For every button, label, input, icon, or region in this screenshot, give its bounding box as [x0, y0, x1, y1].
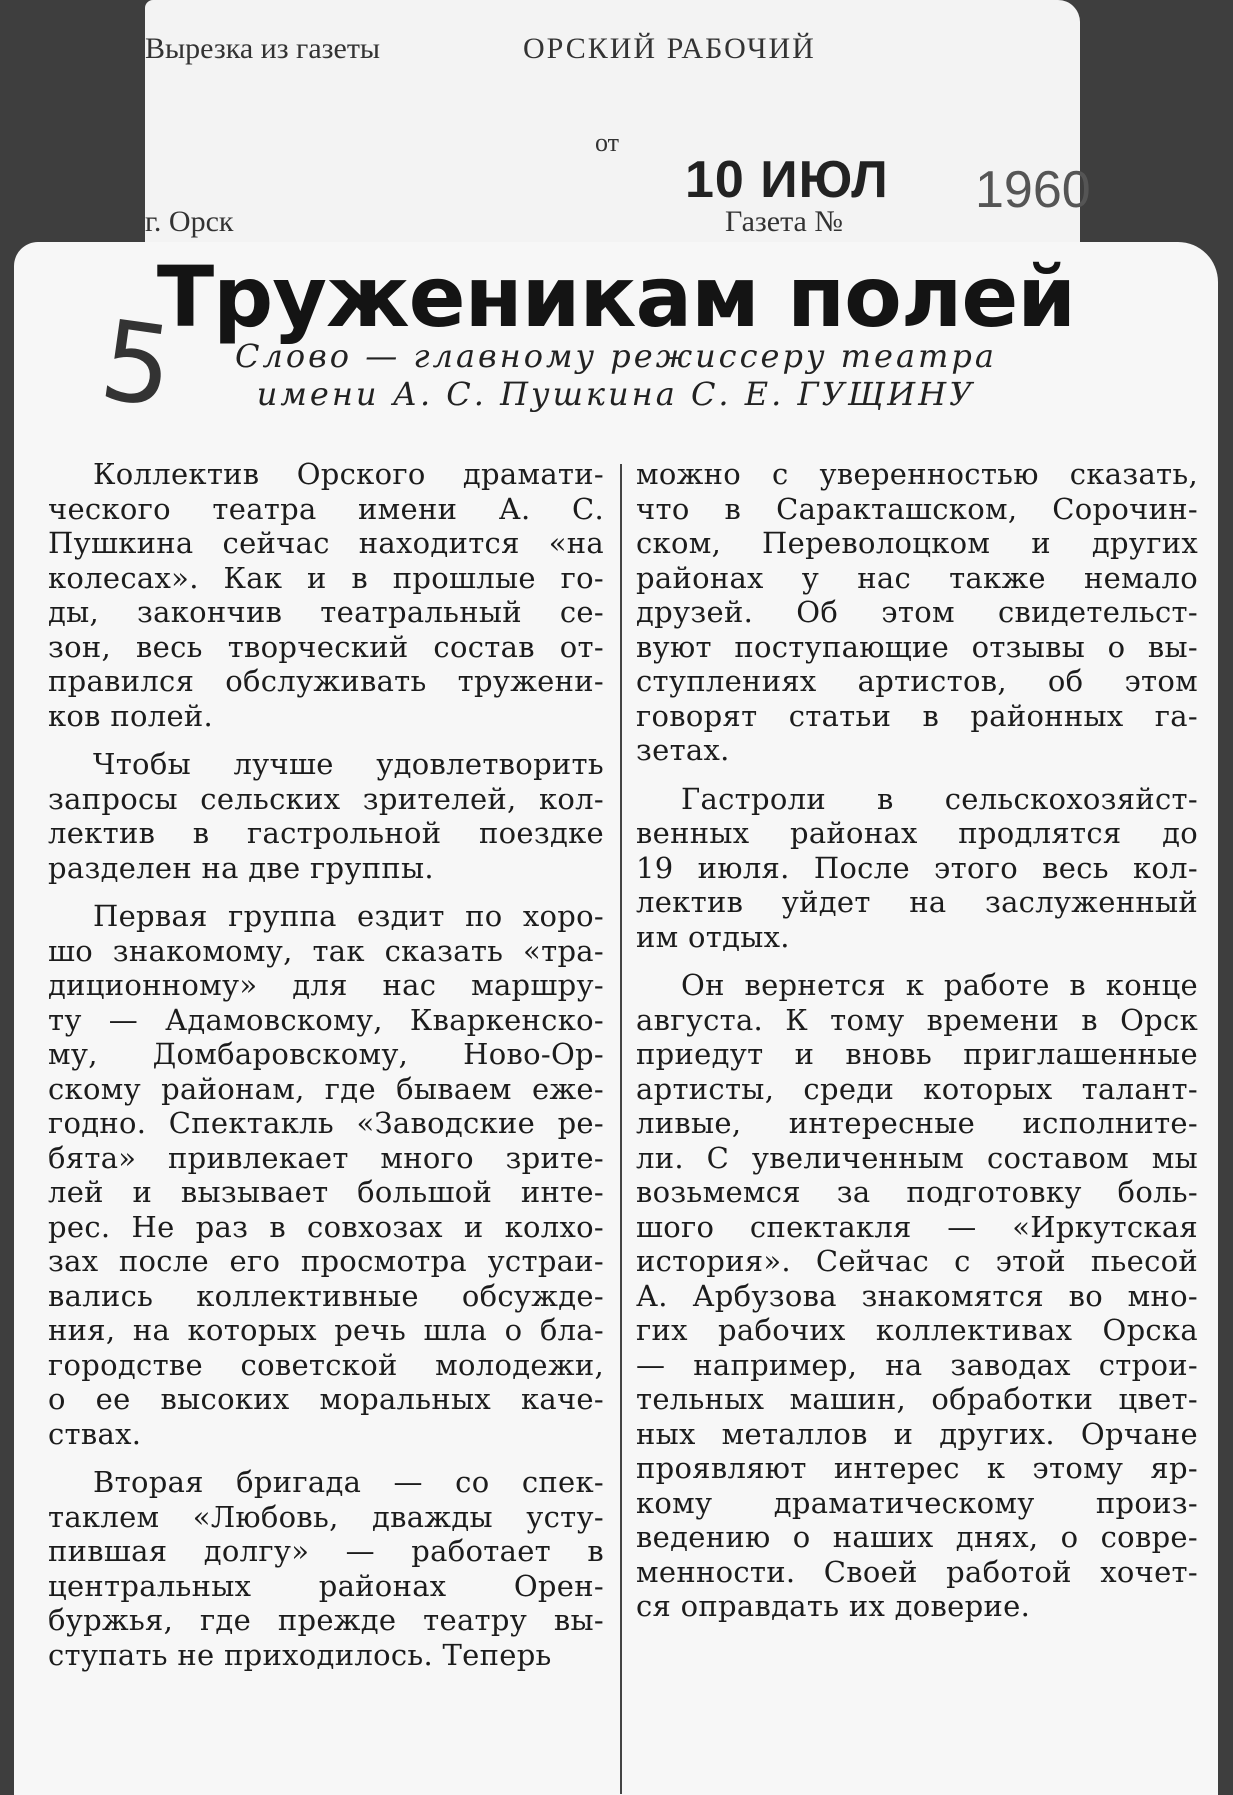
article-right-column	[636, 457, 1198, 1624]
article-line: Вторая бригада — со спек-	[93, 1465, 604, 1499]
article-line: запросы сельских зрителей, кол-	[48, 781, 604, 816]
article-line: ступлениях артистов, об этом	[636, 664, 1198, 698]
article-line: вуют поступающие отзывы о вы-	[636, 629, 1198, 664]
article-line: возьмемся за подготовку боль-	[636, 1175, 1198, 1209]
article-line: бята» привлекает много зрите-	[48, 1140, 604, 1175]
newspaper-name: ОРСКИЙ РАБОЧИЙ	[523, 32, 816, 65]
article-line: городстве советской молодежи,	[48, 1347, 604, 1382]
article-paragraph	[636, 968, 1198, 1624]
article-line: история». Сейчас с этой пьесой	[636, 1244, 1198, 1278]
year-stamp: 1960	[975, 161, 1091, 219]
article-paragraph	[636, 457, 1198, 768]
article-line: Пушкина сейчас находится «на	[48, 526, 604, 560]
article-line: правился обслуживать тружени-	[48, 664, 604, 698]
issue-number-label: Газета №	[725, 205, 843, 238]
article-line: можно с уверенностью сказать,	[636, 457, 1198, 491]
article-line: таклем «Любовь, дважды усту-	[48, 1499, 604, 1534]
article-line: диционному» для нас маршру-	[48, 968, 604, 1002]
article-line: зон, весь творческий состав от-	[48, 629, 604, 664]
byline-line-2: имени А. С. Пушкина С. Е. ГУЩИНУ	[256, 375, 976, 413]
article-paragraph	[48, 457, 604, 733]
article-line: гих рабочих коллективах Орска	[636, 1313, 1198, 1347]
article-line: пившая долгу» — работает в	[48, 1534, 604, 1568]
newspaper-clipping	[14, 242, 1218, 1795]
article-line: зетах.	[636, 733, 730, 767]
article-line: о ее высоких моральных каче-	[48, 1382, 604, 1416]
article-line: Гастроли в сельскохозяйст-	[681, 781, 1198, 816]
city-label: г. Орск	[145, 205, 234, 238]
article-line: ческого театра имени А. С.	[48, 491, 604, 526]
article-line: им отдых.	[636, 919, 790, 954]
article-line: Первая группа ездит по хоро-	[93, 899, 604, 933]
date-from-label: от	[595, 128, 620, 157]
article-line: проявляют интерес к этому яр-	[636, 1451, 1198, 1485]
article-line: А. Арбузова знакомятся во мно-	[636, 1278, 1198, 1313]
article-paragraph	[48, 747, 604, 885]
article-line: артисты, среди которых талант-	[636, 1071, 1198, 1106]
article-line: ных металлов и других. Орчане	[636, 1416, 1198, 1451]
article-left-column	[48, 457, 604, 1672]
article-line: кому драматическому произ-	[636, 1485, 1198, 1520]
article-line: рес. Не раз в совхозах и колхо-	[48, 1209, 604, 1244]
article-line: Он вернется к работе в конце	[681, 968, 1198, 1002]
article-line: тельных машин, обработки цвет-	[636, 1382, 1198, 1416]
article-line: ния, на которых речь шла о бла-	[48, 1313, 604, 1347]
article-line: ков полей.	[48, 698, 214, 733]
article-line: районах у нас также немало	[636, 560, 1198, 595]
article-line: менности. Своей работой хочет-	[636, 1554, 1198, 1589]
date-stamp: 10 ИЮЛ	[685, 151, 889, 209]
article-line: ту — Адамовскому, Кваркенско-	[48, 1002, 604, 1037]
clipping-label: Вырезка из газеты	[145, 32, 381, 65]
article-line: 19 июля. После этого весь кол-	[636, 850, 1198, 885]
article-line: ся оправдать их доверие.	[636, 1589, 1031, 1623]
article-line: ведению о наших днях, о совре-	[636, 1520, 1198, 1554]
article-line: шо знакомому, так сказать «тра-	[48, 933, 604, 968]
article-line: колесах». Как и в прошлые го-	[48, 560, 604, 595]
article-line: приедут и вновь приглашенные	[636, 1037, 1198, 1071]
article-line: ском, Переволоцком и других	[636, 526, 1198, 560]
article-line: ливые, интересные исполните-	[636, 1106, 1198, 1140]
article-line: лектив уйдет на заслуженный	[636, 885, 1198, 919]
article-line: ствах.	[48, 1416, 142, 1451]
article-line: центральных районах Орен-	[48, 1568, 604, 1603]
article-line: вались коллективные обсужде-	[48, 1278, 604, 1313]
article-line: — например, на заводах строи-	[636, 1347, 1198, 1382]
byline-line-1: Слово — главному режиссеру театра	[235, 337, 997, 375]
article-line: лектив в гастрольной поездке	[48, 816, 604, 850]
article-headline: Труженикам полей	[156, 248, 1076, 346]
article-line: лей и вызывает большой инте-	[48, 1175, 604, 1209]
article-line: венных районах продлятся до	[636, 816, 1198, 850]
article-line: му, Домбаровскому, Ново-Ор-	[48, 1037, 604, 1071]
article-line: ли. С увеличенным составом мы	[636, 1140, 1198, 1175]
article-line: шого спектакля — «Иркутская	[636, 1209, 1198, 1244]
article-line: говорят статьи в районных га-	[636, 698, 1198, 733]
article-line: августа. К тому времени в Орск	[636, 1002, 1198, 1037]
article-paragraph	[636, 782, 1198, 955]
article-line: разделен на две группы.	[48, 850, 434, 885]
handwritten-mark: 5	[93, 295, 181, 433]
article-line: ступать не приходилось. Теперь	[48, 1637, 552, 1672]
article-paragraph	[48, 1465, 604, 1672]
article-line: зах после его просмотра устраи-	[48, 1244, 604, 1278]
article-line: годно. Спектакль «Заводские ре-	[48, 1106, 604, 1140]
article-line: Чтобы лучше удовлетворить	[93, 747, 604, 781]
article-line: Коллектив Орского драмати-	[93, 457, 604, 491]
article-line: буржья, где прежде театру вы-	[48, 1603, 604, 1637]
article-line: что в Саракташском, Сорочин-	[636, 491, 1198, 526]
article-paragraph	[48, 899, 604, 1451]
column-divider	[620, 464, 622, 1794]
article-line: ды, закончив театральный се-	[48, 595, 604, 629]
article-line: скому районам, где бываем еже-	[48, 1071, 604, 1106]
article-line: друзей. Об этом свидетельст-	[636, 595, 1198, 629]
